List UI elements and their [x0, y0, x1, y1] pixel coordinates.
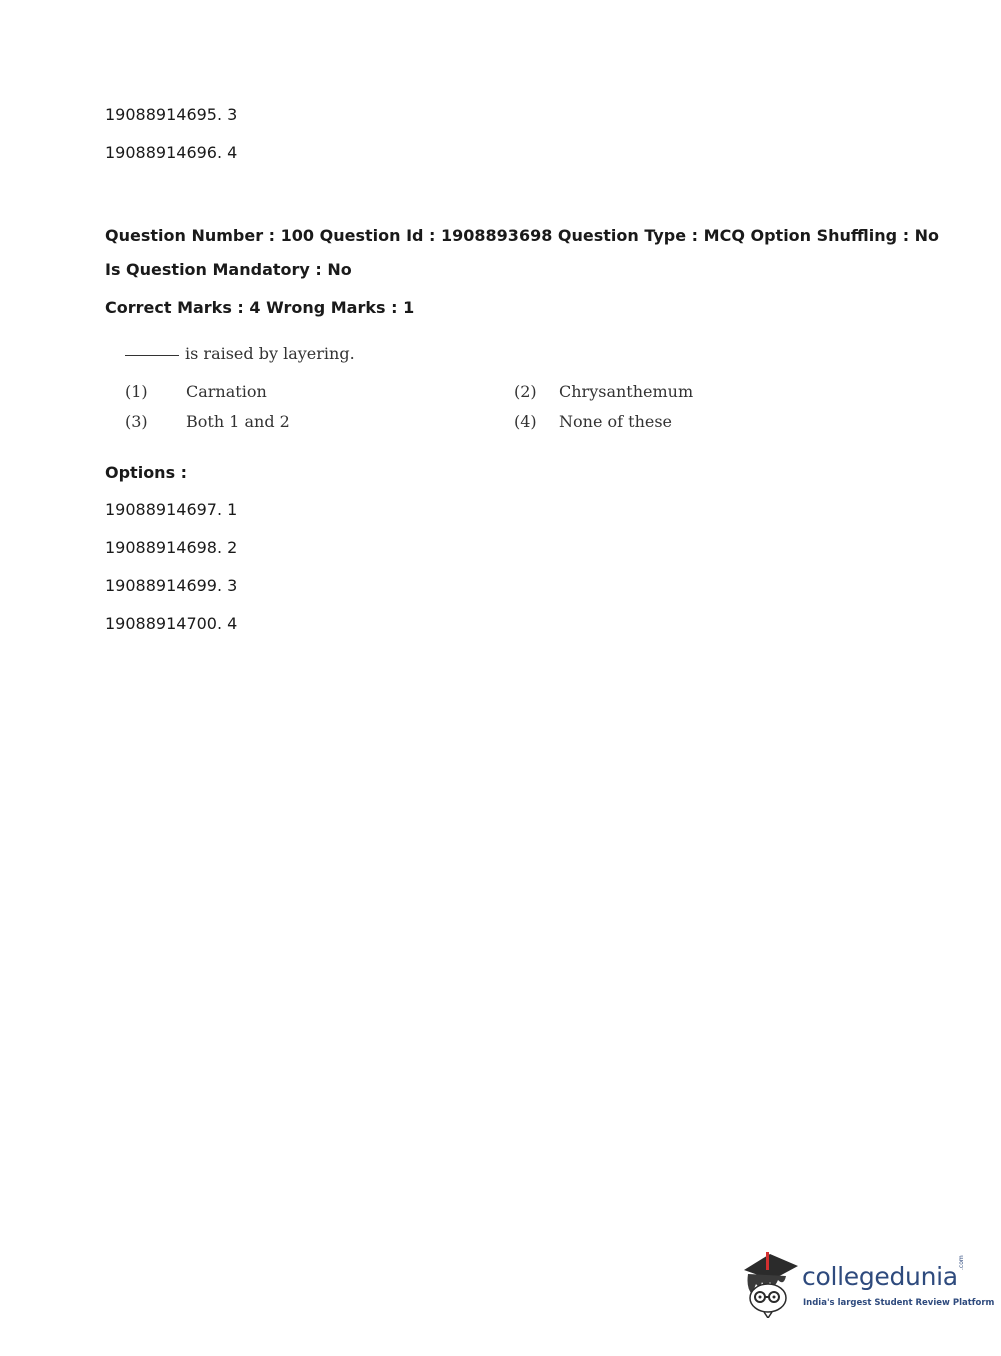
- option-3: 19088914699. 3: [105, 576, 238, 595]
- choice-3-text: Both 1 and 2: [186, 412, 290, 431]
- question-mandatory: Is Question Mandatory : No: [105, 260, 352, 279]
- logo-tagline: India's largest Student Review Platform: [803, 1298, 995, 1308]
- answer-blank: [125, 355, 179, 356]
- mascot-icon: [740, 1248, 800, 1318]
- logo-wordmark: collegedunia: [802, 1262, 958, 1291]
- choice-1-text: Carnation: [186, 382, 267, 401]
- choice-1-number: (1): [125, 382, 148, 401]
- question-stem-text: is raised by layering.: [185, 344, 355, 363]
- choice-4-number: (4): [514, 412, 537, 431]
- question-marks: Correct Marks : 4 Wrong Marks : 1: [105, 298, 415, 317]
- option-2: 19088914698. 2: [105, 538, 238, 557]
- prev-option-3: 19088914695. 3: [105, 105, 238, 124]
- option-4: 19088914700. 4: [105, 614, 238, 633]
- question-stem: [125, 344, 355, 364]
- choice-2-text: Chrysanthemum: [559, 382, 694, 401]
- choice-3-number: (3): [125, 412, 148, 431]
- options-label: Options :: [105, 463, 188, 482]
- question-header: Question Number : 100 Question Id : 1908893698 Question Type : MCQ Option Shuffling : No: [105, 226, 940, 245]
- collegedunia-logo: [740, 1248, 995, 1320]
- option-1: 19088914697. 1: [105, 500, 238, 519]
- prev-option-4: 19088914696. 4: [105, 143, 238, 162]
- choice-2-number: (2): [514, 382, 537, 401]
- choice-4-text: None of these: [559, 412, 673, 431]
- logo-com: .com: [958, 1255, 965, 1270]
